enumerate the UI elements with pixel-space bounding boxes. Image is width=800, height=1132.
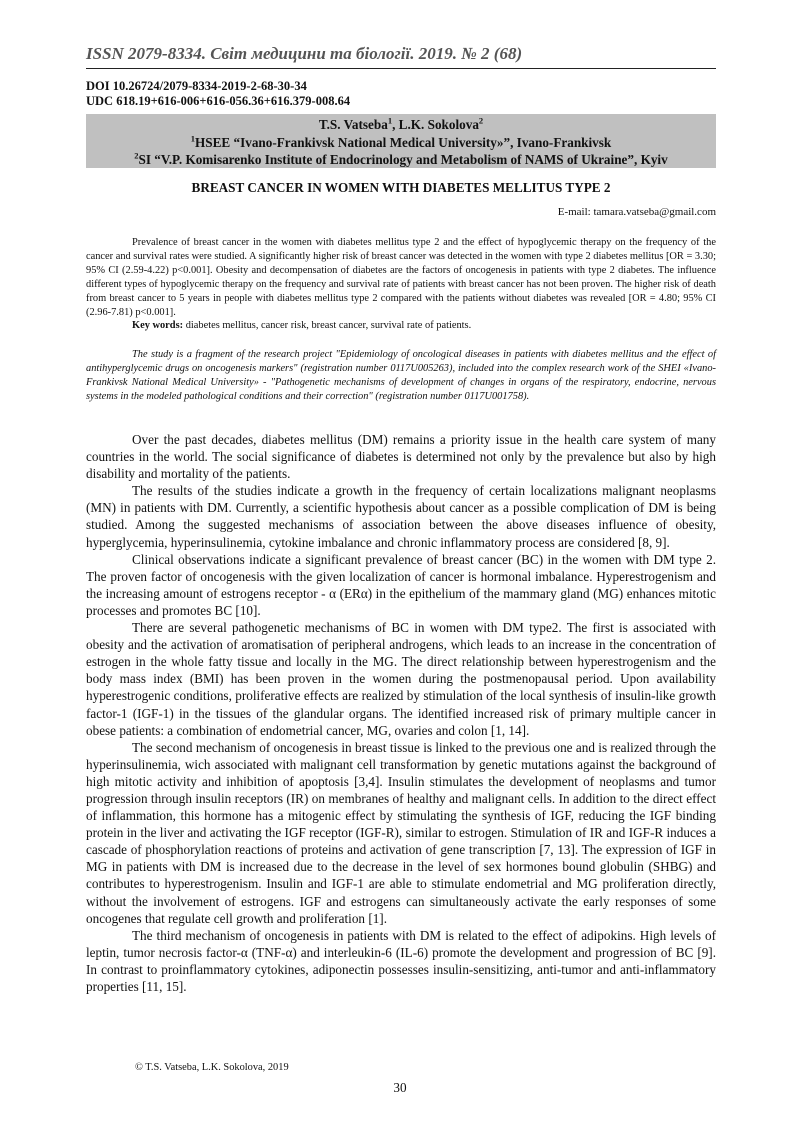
copyright: © T.S. Vatseba, L.K. Sokolova, 2019: [135, 1062, 289, 1073]
header-rule: [86, 68, 716, 69]
author-sup-2: 2: [478, 115, 484, 126]
funding-note: The study is a fragment of the research project "Epidemiology of oncological diseases in patients with diabetes mellitus and the effect of antihyperglycemic drugs on oncogenesis markers" (registration number 0117U005263), included into the complex research work of the SHEI «Ivano-Frankivsk National Medical University» - "Pathogenetic mechanisms of development of changes in organs of the respiratory, endocrine, nervous systems in the modeled pathological conditions and their correction" (registration number 0117U001758).: [86, 349, 716, 402]
author-sup-1: 1: [387, 115, 393, 126]
article-title: BREAST CANCER IN WOMEN WITH DIABETES MELLITUS TYPE 2: [191, 180, 611, 195]
author-name-2: L.K. Sokolova: [398, 117, 479, 132]
author-name-1: T.S. Vatseba: [318, 117, 388, 132]
abstract: [86, 236, 716, 333]
body-paragraph: The second mechanism of oncogenesis in breast tissue is linked to the previous one and is realized through the hyperinsulinemia, wich associated with malignant cell transformation by genetic mutations against the background of high mitotic activity and inhibition of apoptosis [3,4]. Insulin stimulates the development of neoplasms and tumor progression through insulin receptors (IR) on membranes of healthy and malignant cells. In addition to the direct effect of inflammation, this hormone has a mitogenic effect by stimulating the synthesis of IGF, reducing the IGF binding protein in the liver and activating the IGF receptor (IGF-R), similar to estrogen. Stimulation of IR and IGF-R induces a cascade of phosphorylation reactions of proteins and activation of gene transcription [7, 13]. The expression of IGF in MG in patients with DM is increased due to the decrease in the level of sex hormones bound globulin (SHBG) and contributes to hyperestrogenism. Insulin and IGF-1 are able to stimulate endometrial and MG proliferation directly, without the involvement of estrogens. IGF and estrogens can simultaneously activate the early responses of some oncogenes that regulate cell growth and proliferation [1].: [86, 739, 716, 926]
body-paragraph: The third mechanism of oncogenesis in patients with DM is related to the effect of adipokins. High levels of leptin, tumor necrosis factor-α (TNF-α) and interleukin-6 (IL-6) promote the development and progression of BC [9]. In contrast to proinflammatory cytokines, adiponectin possesses insulin-sensitizing, anti-tumor and anti-inflammatory properties [11, 15].: [86, 927, 716, 994]
keywords-label: Key words:: [132, 320, 184, 332]
abstract-text: Prevalence of breast cancer in the women with diabetes mellitus type 2 and the effect of hypoglycemic therapy on the frequency of the cancer and survival rates were studied. A significantly higher risk of breast cancer was detected in the women with type 2 diabetes mellitus [OR = 3.30; 95% CI (2.59-4.22) p<0.001]. Obesity and decompensation of diabetes are the factors of oncogenesis in patients with type 2 diabetes. The influence different types of hypoglycemic therapy on the frequency and survival rate of patients with breast cancer has not been proven. The higher risk of death from breast cancer to 5 years in people with diabetes mellitus type 2 compared with the patients without diabetes was revealed [OR = 4.80; 95% CI (2.96-7.81) p<0.001].: [86, 237, 716, 318]
author-separator: ,: [392, 117, 399, 132]
affiliation-1-text: HSEE “Ivano-Frankivsk National Medical University»”, Ivano-Frankivsk: [195, 134, 612, 150]
affiliation-2-text: SI “V.P. Komisarenko Institute of Endocrinology and Metabolism of NAMS of Ukraine”, Kyiv: [138, 152, 668, 167]
affiliation-1-sup: 1: [190, 133, 196, 144]
body-paragraph: Over the past decades, diabetes mellitus (DM) remains a priority issue in the health care system of many countries in the world. The social significance of diabetes is determined not only by the prevalence but also by high disability and mortality of the patients.: [86, 432, 716, 482]
keywords-list: diabetes mellitus, cancer risk, breast cancer, survival rate of patients.: [183, 320, 472, 332]
author-block: [86, 114, 716, 168]
author-line: [86, 116, 716, 134]
udc: UDC 618.19+616-006+616-056.36+616.379-008.64: [86, 94, 351, 108]
body-paragraph: Clinical observations indicate a significant prevalence of breast cancer (BC) in the women with DM type 2. The proven factor of oncogenesis with the given localization of cancer is hormonal imbalance. Hyperestrogenism and the increasing amount of estrogens receptor - α (ERα) in the epithelium of the mammary gland (MG) enhances mitotic processes and promotes BC [10].: [86, 551, 716, 618]
affiliation-2-sup: 2: [134, 150, 139, 161]
affiliation-2: [86, 151, 716, 169]
affiliation-1: [86, 134, 716, 152]
body-paragraph: The results of the studies indicate a growth in the frequency of certain localizations malignant neoplasms (MN) in patients with DM. Currently, a scientific hypothesis about cancer as a possible complication of DM is being studied. Among the suggested mechanisms of association between the above diseases influence of obesity, hyperglycemia, hyperinsulinemia, cytokine imbalance and chronic inflammatory process are considered [8, 9].: [86, 483, 716, 550]
keywords: [86, 319, 716, 333]
doi: DOI 10.26724/2079-8334-2019-2-68-30-34: [86, 79, 307, 93]
body-paragraph: There are several pathogenetic mechanisms of BC in women with DM type2. The first is associated with obesity and the activation of aromatisation of peripheral androgens, which leads to an increase in the concentration of estrogen in the whole fatty tissue and locally in the MG. The direct relationship between hyperestrogenism and the body mass index (BMI) has been proven in the women during the postmenopausal period. Upon availability hyperestrogenic conditions, proliferative effects are realized by stimulation of the local synthesis of insulin-like growth factor-1 (IGF-1) in the tissues of the glandular organs. The identified increased risk of primary multiple cancer in obese patients: a combination of endometrial cancer, MG, ovaries and colon [1, 14].: [86, 620, 716, 738]
page-number: 30: [393, 1080, 407, 1095]
body-text: [86, 431, 716, 995]
journal-header: ISSN 2079-8334. Світ медицини та біології. 2019. № 2 (68): [86, 44, 523, 63]
author-email: E-mail: tamara.vatseba@gmail.com: [557, 206, 716, 218]
